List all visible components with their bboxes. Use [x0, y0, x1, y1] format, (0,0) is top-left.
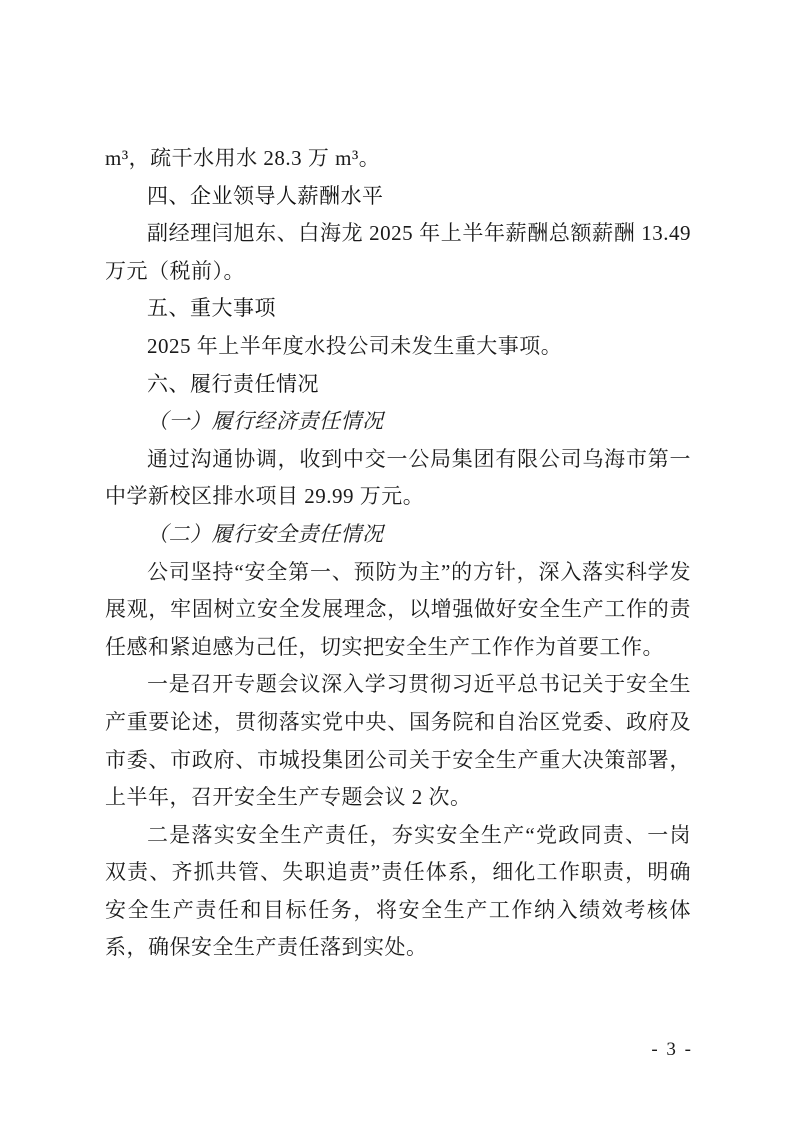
section-heading-4: 四、企业领导人薪酬水平 [147, 184, 384, 208]
paragraph-safety-meetings: 一是召开专题会议深入学习贯彻习近平总书记关于安全生产重要论述，贯彻落实党中央、国务院和自治区党委、政府及市委、市政府、市城投集团公司关于安全生产重大决策部署，上半年，召开安全生产专题会议 2 次。 [105, 672, 691, 810]
section-heading-6: 六、履行责任情况 [147, 372, 319, 396]
paragraph-continuation: m³，疏干水用水 28.3 万 m³。 [105, 146, 381, 170]
paragraph-salary: 副经理闫旭东、白海龙 2025 年上半年薪酬总额薪酬 13.49 万元（税前）。 [105, 221, 691, 283]
document-body [105, 140, 691, 967]
subsection-heading-economic: （一）履行经济责任情况 [147, 409, 384, 434]
subsection-heading-safety: （二）履行安全责任情况 [147, 521, 384, 546]
paragraph-major-events: 2025 年上半年度水投公司未发生重大事项。 [147, 333, 563, 358]
paragraph-economic-duty: 通过沟通协调，收到中交一公局集团有限公司乌海市第一中学新校区排水项目 29.99 万元。 [105, 446, 691, 509]
paragraph-safety-responsibility: 二是落实安全生产责任，夯实安全生产“党政同责、一岗双责、齐抓共管、失职追责”责任体系，细化工作职责，明确安全生产责任和目标任务，将安全生产工作纳入绩效考核体系，确保安全生产责任落到实处。 [105, 822, 691, 960]
section-heading-5: 五、重大事项 [147, 297, 276, 321]
page-number: - 3 - [651, 1039, 693, 1060]
paragraph-safety-policy: 公司坚持“安全第一、预防为主”的方针，深入落实科学发展观，牢固树立安全发展理念，以增强做好安全生产工作的责任感和紧迫感为己任，切实把安全生产工作作为首要工作。 [105, 559, 691, 659]
